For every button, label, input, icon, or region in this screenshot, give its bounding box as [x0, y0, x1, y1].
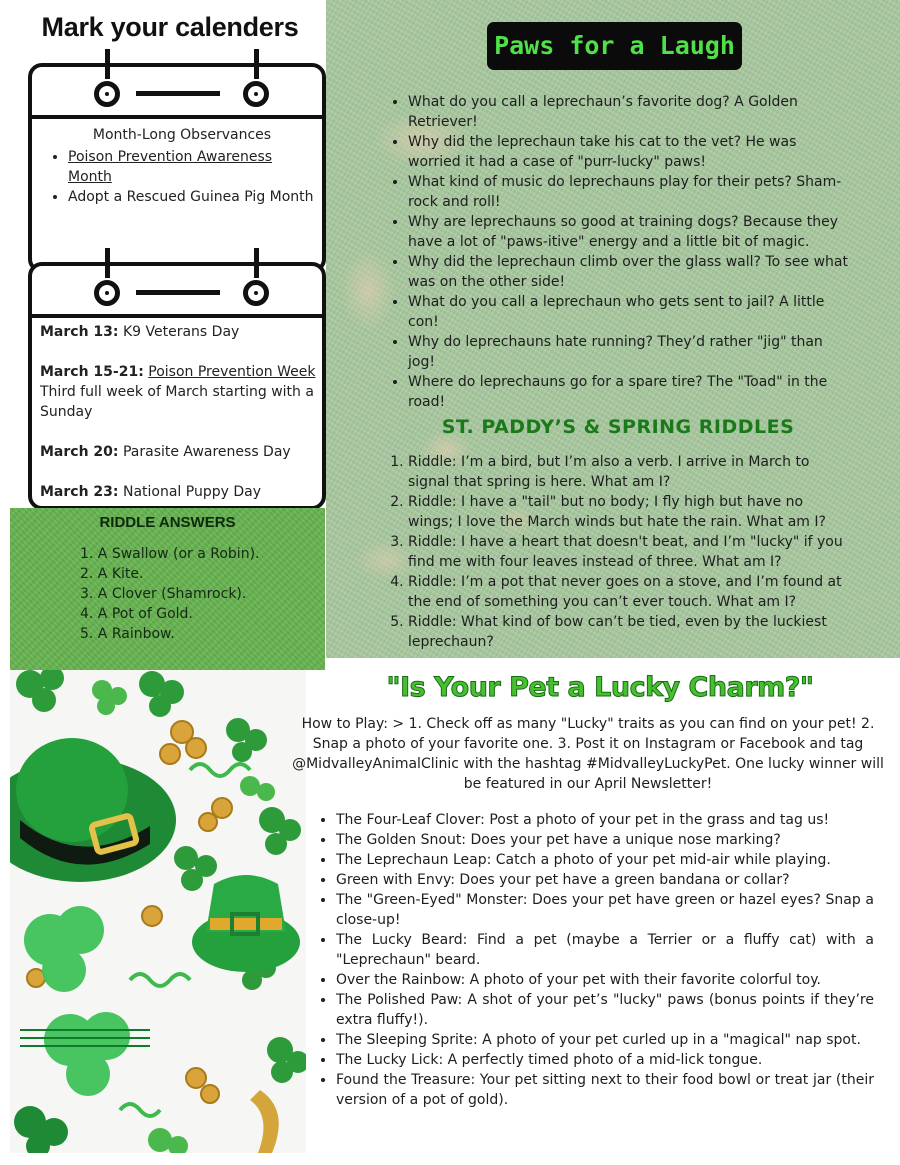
calendar-ring-icon: [243, 81, 269, 107]
riddle-answers-panel: [10, 508, 325, 670]
trait-item: • The "Green-Eyed" Monster: Does your pet have green or hazel eyes? Snap a close-up!: [336, 890, 874, 930]
event-name-link[interactable]: Poison Prevention Week: [148, 364, 316, 380]
event-date: March 13:: [40, 324, 119, 340]
events-list: [40, 322, 316, 522]
event-name: National Puppy Day: [122, 484, 261, 500]
trait-item: • The Sleeping Sprite: A photo of your pet curled up in a "magical" nap spot.: [336, 1030, 874, 1050]
event-item: [40, 442, 316, 462]
calendar-bar: [136, 290, 220, 295]
joke-item: • Why do leprechauns hate running? They’d rather "jig" than jog!: [408, 332, 852, 372]
riddle-item: 4. Riddle: I’m a pot that never goes on a stove, and I’m found at the end of something you can’t ever touch. What am I?: [408, 572, 850, 612]
decor-illustration: [10, 670, 306, 1153]
answer-item: 1. A Swallow (or a Robin).: [80, 546, 260, 562]
joke-item: • Where do leprechauns go for a spare tire? The "Toad" in the road!: [408, 372, 852, 412]
answer-item: 3. A Clover (Shamrock).: [80, 586, 247, 602]
observances-heading: Month-Long Observances: [92, 127, 272, 143]
event-date: March 23:: [40, 484, 119, 500]
calendar-card-observances: [28, 63, 326, 273]
event-name: K9 Veterans Day: [122, 324, 240, 340]
calendar-binding-band: [32, 266, 322, 318]
jokes-list: [384, 92, 852, 412]
answer-item: 2. A Kite.: [80, 566, 144, 582]
paws-for-a-laugh-title: Paws for a Laugh: [487, 22, 742, 70]
trait-item: • Over the Rainbow: A photo of your pet with their favorite colorful toy.: [336, 970, 874, 990]
calendar-peg: [254, 49, 259, 79]
calendar-card-events: [28, 262, 326, 510]
trait-item: • Green with Envy: Does your pet have a green bandana or collar?: [336, 870, 874, 890]
joke-item: • Why did the leprechaun climb over the glass wall? To see what was on the other side!: [408, 252, 852, 292]
riddles-list: [380, 452, 850, 652]
calendar-peg: [105, 248, 110, 278]
answer-item: 5. A Rainbow.: [80, 626, 175, 642]
riddle-answers-title: RIDDLE ANSWERS: [99, 514, 236, 531]
observances-section: [48, 125, 316, 207]
calendar-peg: [105, 49, 110, 79]
calendar-ring-icon: [243, 280, 269, 306]
trait-item: • Found the Treasure: Your pet sitting next to their food bowl or treat jar (their version of a pot of gold).: [336, 1070, 874, 1110]
calendar-binding-band: [32, 67, 322, 119]
riddles-title: ST. PADDY’S & SPRING RIDDLES: [441, 416, 795, 438]
trait-item: • The Leprechaun Leap: Catch a photo of your pet mid-air while playing.: [336, 850, 874, 870]
event-name: Parasite Awareness Day: [122, 444, 291, 460]
joke-item: • Why did the leprechaun take his cat to the vet? He was worried it had a case of "purr-lucky" paws!: [408, 132, 852, 172]
event-date: March 15-21:: [40, 364, 144, 380]
observance-item: • Adopt a Rescued Guinea Pig Month: [68, 187, 316, 207]
riddle-item: 5. Riddle: What kind of bow can’t be tied, even by the luckiest leprechaun?: [408, 612, 850, 652]
calendar-peg: [254, 248, 259, 278]
st-patricks-decor-image: [10, 670, 306, 1153]
lucky-charm-title: "Is Your Pet a Lucky Charm?": [386, 672, 814, 703]
event-date: March 20:: [40, 444, 119, 460]
observances-list: [48, 147, 316, 207]
calendar-title: Mark your calenders: [41, 12, 299, 42]
event-item: [40, 362, 316, 422]
calendar-bar: [136, 91, 220, 96]
lucky-traits-list: [312, 810, 874, 1110]
trait-item: • The Lucky Lick: A perfectly timed photo of a mid-lick tongue.: [336, 1050, 874, 1070]
event-note: Third full week of March starting with a Sunday: [40, 384, 314, 420]
calendar-ring-icon: [94, 280, 120, 306]
joke-item: • What do you call a leprechaun who gets sent to jail? A little con!: [408, 292, 852, 332]
observance-item[interactable]: • Poison Prevention Awareness Month: [68, 147, 316, 187]
how-to-play-text: How to Play: > 1. Check off as many "Lucky" traits as you can find on your pet! 2. Snap a photo of your favorite one. 3. Post it on Instagram or Facebook and tag @MidvalleyAnimalClinic with the hashtag #MidvalleyLuckyPet. One lucky winner will be featured in our April Newsletter!: [292, 716, 884, 792]
event-item: [40, 322, 316, 342]
riddle-item: 2. Riddle: I have a "tail" but no body; I fly high but have no wings; I love the March winds but hate the rain. What am I?: [408, 492, 850, 532]
trait-item: • The Four-Leaf Clover: Post a photo of your pet in the grass and tag us!: [336, 810, 874, 830]
riddle-item: 1. Riddle: I’m a bird, but I’m also a verb. I arrive in March to signal that spring is here. What am I?: [408, 452, 850, 492]
joke-item: • What kind of music do leprechauns play for their pets? Sham-rock and roll!: [408, 172, 852, 212]
answer-item: 4. A Pot of Gold.: [80, 606, 193, 622]
calendar-ring-icon: [94, 81, 120, 107]
riddle-answers-list: [80, 544, 259, 644]
trait-item: • The Polished Paw: A shot of your pet’s "lucky" paws (bonus points if they’re extra fluffy!).: [336, 990, 874, 1030]
trait-item: • The Golden Snout: Does your pet have a unique nose marking?: [336, 830, 874, 850]
joke-item: • Why are leprechauns so good at training dogs? Because they have a lot of "paws-itive" energy and a little bit of magic.: [408, 212, 852, 252]
riddle-item: 3. Riddle: I have a heart that doesn't beat, and I’m "lucky" if you find me with four leaves instead of three. What am I?: [408, 532, 850, 572]
event-item: [40, 482, 316, 502]
trait-item: • The Lucky Beard: Find a pet (maybe a Terrier or a fluffy cat) with a "Leprechaun" beard.: [336, 930, 874, 970]
joke-item: • What do you call a leprechaun’s favorite dog? A Golden Retriever!: [408, 92, 852, 132]
